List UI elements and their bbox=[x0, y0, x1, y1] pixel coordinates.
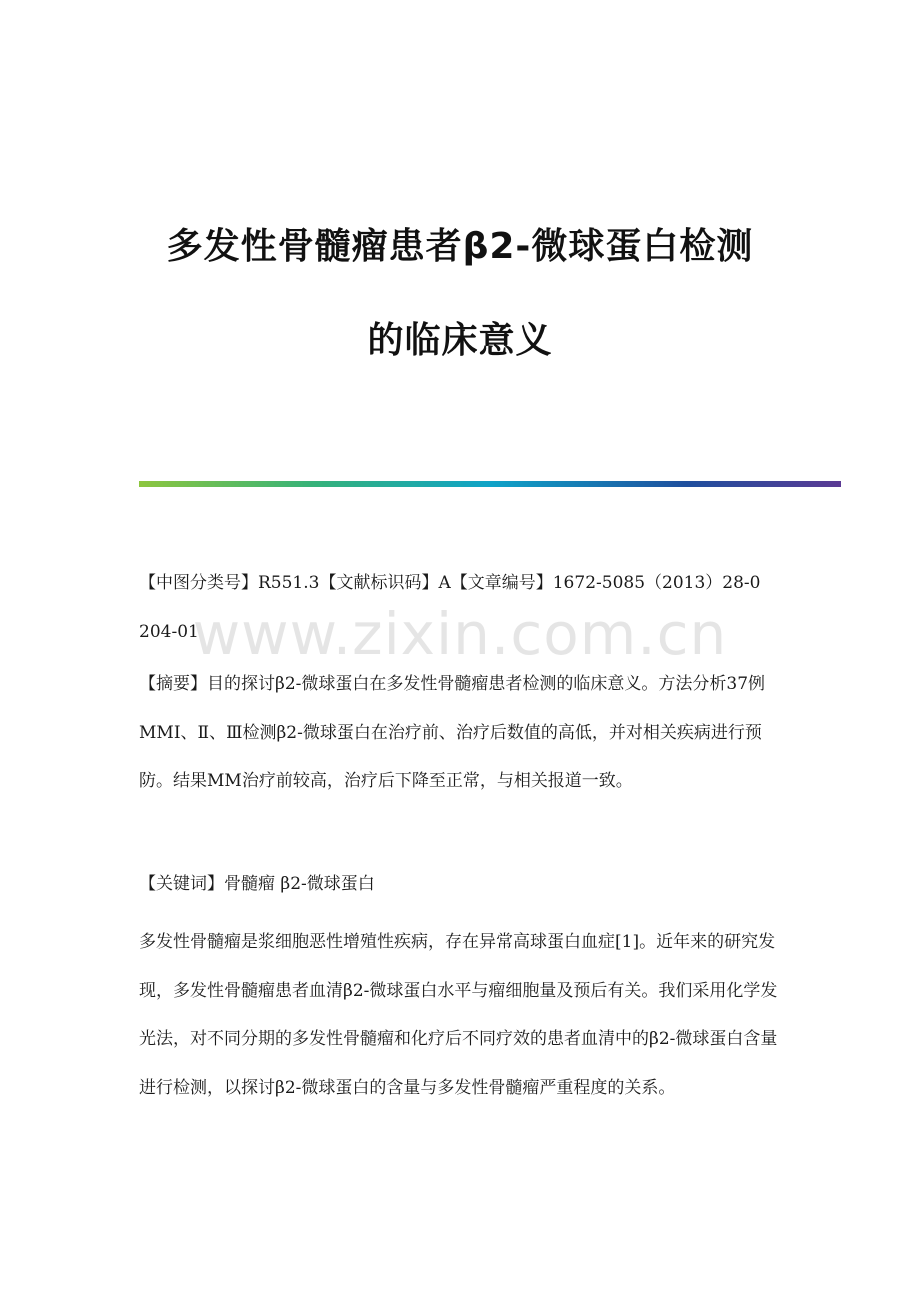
body-paragraph: 多发性骨髓瘤是浆细胞恶性增殖性疾病，存在异常高球蛋白血症[1]。近年来的研究发现，多发性骨髓瘤患者血清β2-微球蛋白水平与瘤细胞量及预后有关。我们采用化学发光法，对不同分期的多发性骨髓瘤和化疗后不同疗效的患者血清中的β2-微球蛋白含量进行检测，以探讨β2-微球蛋白的含量与多发性骨髓瘤严重程度的关系。 bbox=[139, 932, 778, 1098]
watermark: www.zixin.com.cn bbox=[192, 600, 728, 668]
title-divider bbox=[139, 481, 841, 487]
document-title-line-2: 的临床意义 bbox=[367, 320, 553, 361]
keywords-paragraph: 【关键词】骨髓瘤 β2-微球蛋白 bbox=[139, 874, 375, 894]
abstract-paragraph: 【摘要】目的探讨β2-微球蛋白在多发性骨髓瘤患者检测的临床意义。方法分析37例MMⅠ、Ⅱ、Ⅲ检测β2-微球蛋白在治疗前、治疗后数值的高低，并对相关疾病进行预防。结果MM治疗前较高，治疗后下降至正常，与相关报道一致。 bbox=[139, 674, 766, 791]
document-title-line-1: 多发性骨髓瘤患者β2-微球蛋白检测 bbox=[166, 226, 754, 267]
classification-info: 【中图分类号】R551.3【文献标识码】A【文章编号】1672-5085（2013）28-0204-01 bbox=[139, 573, 761, 642]
